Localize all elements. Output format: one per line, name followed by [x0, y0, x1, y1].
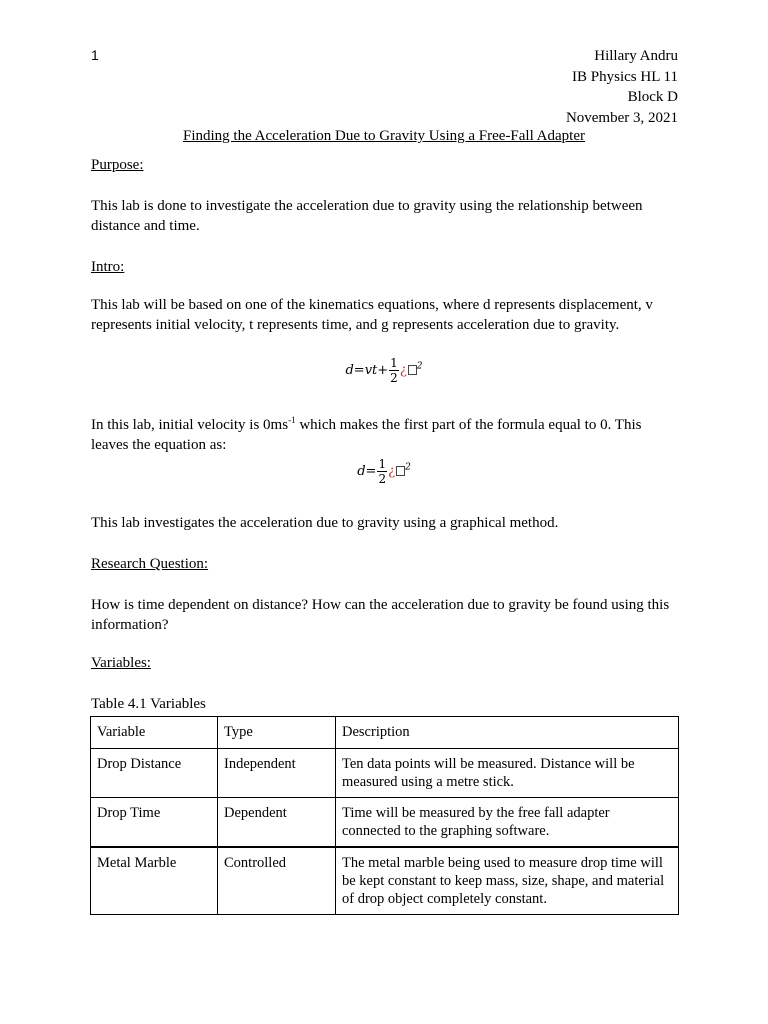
page-number: 1 [91, 47, 99, 63]
table-cell: Drop Time [91, 798, 218, 848]
table-header-cell: Description [336, 717, 679, 749]
table-cell: Drop Distance [91, 749, 218, 798]
eq2-denominator: 2 [378, 472, 387, 486]
eq1-exponent: 2 [416, 361, 423, 372]
table-header-row [91, 717, 679, 749]
eq1-lhs: d [345, 363, 354, 378]
table-row [91, 847, 679, 915]
missing-glyph-box-icon [408, 365, 417, 375]
document-date: November 3, 2021 [565, 109, 678, 126]
eq2-fraction [377, 457, 387, 486]
intro-text-2 [91, 415, 681, 455]
intro-text-2-superscript: -1 [288, 415, 296, 425]
kinematics-equation [0, 356, 768, 385]
intro-heading: Intro: [91, 259, 125, 275]
document-title: Finding the Acceleration Due to Gravity Using a Free-Fall Adapter [183, 128, 585, 144]
course-name: IB Physics HL 11 [572, 68, 678, 85]
intro-text: This lab will be based on one of the kinematics equations, where d represents displacement, v represents initial velocity, t represents time, and g represents acceleration due to gravity. [91, 297, 653, 333]
missing-glyph-box-icon [396, 466, 405, 476]
eq1-equals: = [353, 363, 365, 378]
variables-table [90, 716, 679, 915]
table-cell: Dependent [218, 798, 336, 848]
eq2-broken-glyph: ¿ [388, 464, 396, 479]
research-heading: Research Question: [91, 556, 209, 572]
table-cell: Independent [218, 749, 336, 798]
document-header [566, 46, 678, 128]
intro-text-3: This lab investigates the acceleration due to gravity using a graphical method. [91, 515, 559, 531]
eq2-equals: = [365, 464, 377, 479]
eq1-broken-glyph: ¿ [399, 363, 407, 378]
intro-text-2-part-a: In this lab, initial velocity is 0ms [91, 417, 289, 433]
eq1-denominator: 2 [390, 371, 398, 385]
table-cell: Metal Marble [91, 847, 218, 915]
variables-heading: Variables: [91, 655, 151, 671]
eq1-numerator: 1 [390, 356, 398, 370]
eq1-plus: + [377, 363, 389, 378]
table-cell: Controlled [218, 847, 336, 915]
table-caption: Table 4.1 Variables [91, 696, 206, 712]
eq1-fraction [389, 356, 399, 385]
table-row [91, 798, 679, 848]
research-text: How is time dependent on distance? How can the acceleration due to gravity be found using this information? [91, 597, 670, 633]
table-row [91, 749, 679, 798]
eq2-exponent: 2 [405, 462, 411, 473]
eq2-numerator: 1 [378, 457, 387, 471]
intro-text-2-part-b: which makes the first part of the formula equal to 0. This leaves the equation as: [91, 417, 642, 453]
purpose-heading: Purpose: [91, 157, 144, 173]
eq2-lhs: d [357, 464, 366, 479]
simplified-equation [0, 457, 768, 486]
author-name: Hillary Andru [594, 48, 678, 64]
table-cell: Ten data points will be measured. Distance will be measured using a metre stick. [336, 749, 679, 798]
eq1-vt: vt [364, 363, 378, 378]
table-cell: The metal marble being used to measure drop time will be kept constant to keep mass, size, shape, and material of drop object completely constant. [336, 847, 679, 915]
block-label: Block D [627, 89, 678, 105]
table-cell: Time will be measured by the free fall adapter connected to the graphing software. [336, 798, 679, 848]
table-header-cell: Variable [91, 717, 218, 749]
table-header-cell: Type [218, 717, 336, 749]
purpose-text: This lab is done to investigate the acceleration due to gravity using the relationship between distance and time. [91, 198, 643, 234]
